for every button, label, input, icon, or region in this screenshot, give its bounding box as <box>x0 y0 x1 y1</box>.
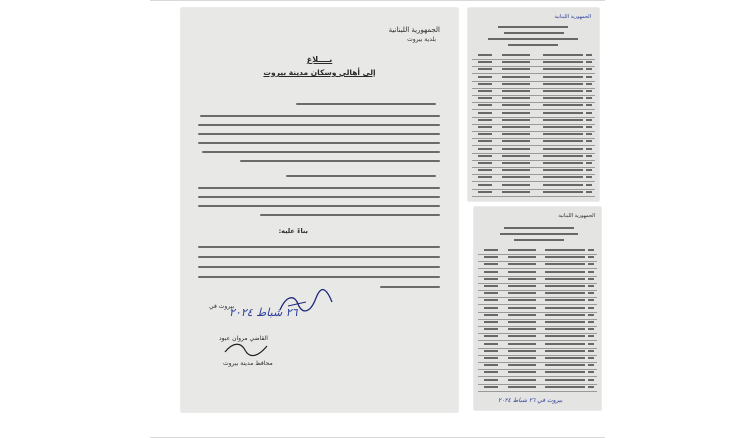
body-line <box>198 246 440 248</box>
list-cell <box>543 140 583 142</box>
list-cell <box>543 184 583 186</box>
list-cell <box>508 249 536 251</box>
list-cell <box>545 364 585 366</box>
list-cell <box>586 54 592 56</box>
list-cell <box>484 321 498 323</box>
body-line <box>198 266 440 268</box>
list-cell <box>588 371 594 373</box>
list-cell <box>545 371 585 373</box>
list-cell <box>484 328 498 330</box>
list1-title-line <box>508 44 558 46</box>
list-cell <box>543 90 583 92</box>
frame-top-border <box>150 0 605 1</box>
list-cell <box>586 126 592 128</box>
list-cell <box>478 140 492 142</box>
body-line <box>200 115 440 117</box>
list-cell <box>543 104 583 106</box>
list-cell <box>478 169 492 171</box>
list-cell <box>478 61 492 63</box>
list-cell <box>508 364 536 366</box>
list-cell <box>543 126 583 128</box>
list-cell <box>588 278 594 280</box>
signatory-title: محافظ مدينة بيروت <box>223 360 273 367</box>
list-cell <box>484 263 498 265</box>
list-cell <box>508 350 536 352</box>
list-cell <box>543 155 583 157</box>
list-cell <box>484 271 498 273</box>
list-cell <box>543 61 583 63</box>
letter-title: بــــلاغ <box>306 55 333 64</box>
list-cell <box>502 119 530 121</box>
body-line <box>380 286 440 288</box>
list-cell <box>545 335 585 337</box>
list-cell <box>478 90 492 92</box>
list-cell <box>545 299 585 301</box>
list-cell <box>586 68 592 70</box>
list-cell <box>484 256 498 258</box>
list-cell <box>484 285 498 287</box>
list-cell <box>586 119 592 121</box>
list-cell <box>478 176 492 178</box>
body-line <box>198 196 440 198</box>
list-cell <box>586 148 592 150</box>
list-cell <box>478 126 492 128</box>
body-line <box>198 124 440 126</box>
handwritten-date: ٢٦ شباط ٢٠٢٤ <box>229 306 298 319</box>
letter-header-republic: الجمهورية اللبنانية <box>388 26 440 34</box>
list-cell <box>502 126 530 128</box>
list-cell <box>508 307 536 309</box>
list2-title-line <box>514 239 564 241</box>
list-cell <box>484 350 498 352</box>
list-cell <box>543 68 583 70</box>
list-cell <box>588 357 594 359</box>
list-cell <box>484 379 498 381</box>
list-cell <box>508 321 536 323</box>
list-cell <box>484 364 498 366</box>
list1-title-line <box>488 38 578 40</box>
list-cell <box>588 256 594 258</box>
list-cell <box>586 155 592 157</box>
list-cell <box>588 292 594 294</box>
list-cell <box>508 357 536 359</box>
list-cell <box>545 328 585 330</box>
list-cell <box>502 133 530 135</box>
list-cell <box>484 249 498 251</box>
list-cell <box>545 285 585 287</box>
list-cell <box>545 249 585 251</box>
list-cell <box>502 140 530 142</box>
list-cell <box>502 176 530 178</box>
list-cell <box>588 386 594 388</box>
body-line <box>198 142 440 144</box>
list-cell <box>586 169 592 171</box>
list-cell <box>508 299 536 301</box>
list-cell <box>588 364 594 366</box>
list-cell <box>545 271 585 273</box>
list-cell <box>502 155 530 157</box>
list-cell <box>545 321 585 323</box>
list-cell <box>543 97 583 99</box>
body-line <box>198 276 440 278</box>
list-cell <box>586 184 592 186</box>
list-cell <box>586 76 592 78</box>
list-cell <box>588 307 594 309</box>
list-cell <box>545 379 585 381</box>
list-cell <box>508 285 536 287</box>
list-row <box>472 189 595 197</box>
list-cell <box>508 371 536 373</box>
list-cell <box>545 278 585 280</box>
list-cell <box>508 314 536 316</box>
list-cell <box>586 140 592 142</box>
list-cell <box>478 97 492 99</box>
letter-subtitle: إلى أهالي وسكان مدينة بيروت <box>263 68 376 77</box>
list-cell <box>543 76 583 78</box>
list-cell <box>586 133 592 135</box>
list-cell <box>586 83 592 85</box>
list-cell <box>508 335 536 337</box>
list-cell <box>484 278 498 280</box>
list-cell <box>508 343 536 345</box>
list-cell <box>586 90 592 92</box>
list-cell <box>545 263 585 265</box>
list-cell <box>588 321 594 323</box>
list-cell <box>543 191 583 193</box>
list-cell <box>588 314 594 316</box>
body-line <box>240 160 440 162</box>
list-cell <box>478 68 492 70</box>
list-cell <box>478 133 492 135</box>
list-cell <box>484 371 498 373</box>
list-row <box>478 384 597 392</box>
list-cell <box>588 285 594 287</box>
body-line <box>198 133 440 135</box>
signature-lower <box>221 338 271 360</box>
list-cell <box>588 343 594 345</box>
signatory-name: القاضي مروان عبود <box>219 335 268 342</box>
list-cell <box>478 83 492 85</box>
list2-header: الجمهورية اللبنانية <box>558 213 595 219</box>
body-line <box>198 256 440 258</box>
list-cell <box>478 54 492 56</box>
list-cell <box>543 133 583 135</box>
list-cell <box>588 271 594 273</box>
list-cell <box>588 335 594 337</box>
list-cell <box>478 162 492 164</box>
list-cell <box>484 335 498 337</box>
list-cell <box>543 148 583 150</box>
list-cell <box>545 357 585 359</box>
list-cell <box>508 292 536 294</box>
list-cell <box>508 386 536 388</box>
list-cell <box>543 54 583 56</box>
list1-title-line <box>504 32 564 34</box>
list-cell <box>502 148 530 150</box>
list-cell <box>502 54 530 56</box>
list-cell <box>484 299 498 301</box>
attached-list-page-2 <box>474 207 601 410</box>
list-cell <box>478 76 492 78</box>
body-line <box>198 187 440 189</box>
list-cell <box>586 112 592 114</box>
list-cell <box>478 184 492 186</box>
list-cell <box>502 68 530 70</box>
list-cell <box>502 104 530 106</box>
list-cell <box>586 104 592 106</box>
list-cell <box>543 119 583 121</box>
list1-title-line <box>498 26 568 28</box>
list-cell <box>586 61 592 63</box>
list-cell <box>508 379 536 381</box>
list-cell <box>478 112 492 114</box>
list-cell <box>502 97 530 99</box>
list-cell <box>543 83 583 85</box>
list-cell <box>508 256 536 258</box>
body-line <box>202 151 440 153</box>
list-cell <box>543 176 583 178</box>
body-line <box>296 103 436 105</box>
list-cell <box>484 357 498 359</box>
list-cell <box>478 148 492 150</box>
list-cell <box>484 292 498 294</box>
list-cell <box>502 90 530 92</box>
list2-title-line <box>504 227 574 229</box>
list-cell <box>502 61 530 63</box>
list-cell <box>586 176 592 178</box>
list-cell <box>502 191 530 193</box>
list-cell <box>588 299 594 301</box>
list-cell <box>502 112 530 114</box>
list2-date-stamp: بيروت في ٢٦ شباط ٢٠٢٤ <box>498 397 563 404</box>
list-cell <box>502 169 530 171</box>
list-cell <box>586 97 592 99</box>
body-line <box>198 205 440 207</box>
list-cell <box>588 263 594 265</box>
list-cell <box>588 249 594 251</box>
list-cell <box>545 343 585 345</box>
list-cell <box>543 112 583 114</box>
list-cell <box>545 314 585 316</box>
body-line <box>260 214 440 216</box>
list-cell <box>588 350 594 352</box>
list-cell <box>545 292 585 294</box>
list-cell <box>586 162 592 164</box>
list-cell <box>508 271 536 273</box>
section-heading: بناءً عليه: <box>278 227 308 235</box>
list-cell <box>508 328 536 330</box>
list-cell <box>588 328 594 330</box>
list-cell <box>545 307 585 309</box>
list-cell <box>502 83 530 85</box>
body-line <box>286 175 436 177</box>
list-cell <box>478 119 492 121</box>
signature-upper <box>276 288 336 318</box>
list-cell <box>545 350 585 352</box>
list-cell <box>508 263 536 265</box>
announcement-letter-page <box>181 8 458 412</box>
list-cell <box>478 104 492 106</box>
list-cell <box>484 386 498 388</box>
list-cell <box>502 76 530 78</box>
list-cell <box>545 256 585 258</box>
list-cell <box>543 162 583 164</box>
list-cell <box>588 379 594 381</box>
list-cell <box>478 155 492 157</box>
list-cell <box>484 307 498 309</box>
list-cell <box>586 191 592 193</box>
list-cell <box>543 169 583 171</box>
date-prefix: بيروت في <box>209 303 235 310</box>
attached-list-page-1 <box>468 8 599 201</box>
list-cell <box>508 278 536 280</box>
list2-title-line <box>500 233 578 235</box>
list-cell <box>502 184 530 186</box>
list1-header: الجمهورية اللبنانية <box>554 14 591 20</box>
list-cell <box>484 343 498 345</box>
list-cell <box>502 162 530 164</box>
list-cell <box>484 314 498 316</box>
list-cell <box>545 386 585 388</box>
letter-header-municipality: بلدية بيروت <box>407 36 436 43</box>
list-cell <box>478 191 492 193</box>
